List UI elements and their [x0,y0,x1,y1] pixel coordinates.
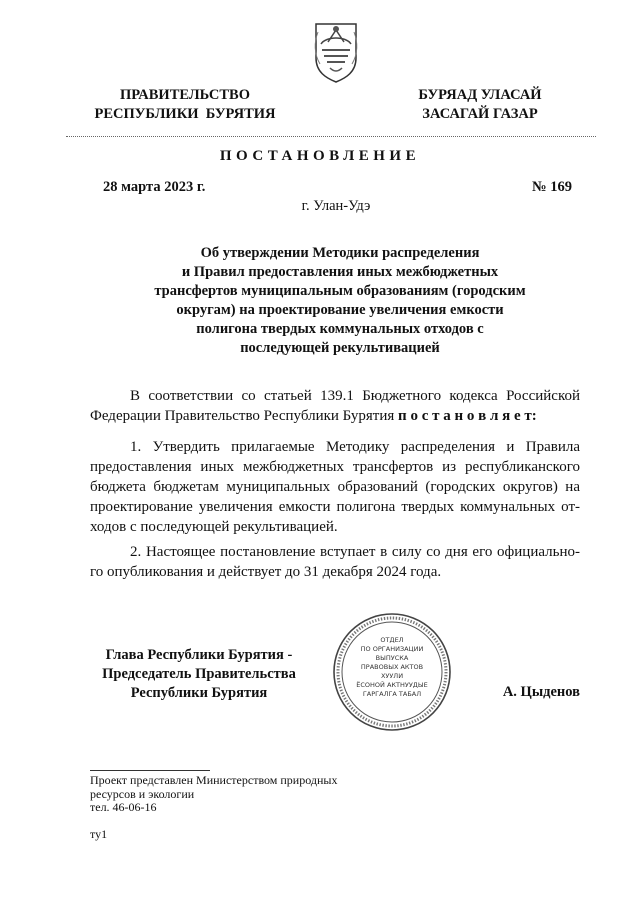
stamp-line: ХУУЛИ [380,672,404,680]
document-city: г. Улан-Удэ [301,198,371,214]
footer-line: ресурсов и экологии [90,786,195,801]
document-type: ПОСТАНОВЛЕНИЕ [219,148,421,164]
document-date: 28 марта 2023 г. [103,179,206,195]
item-1-paragraph: 1. Утвердить прилагаемые Методику распределения и Правила предоставления иных межбюджетных трансфертов из республиканского бюджета бюджетам муниципальных образований (городских округов) на проектирование увеличения емкости полигона твердых коммунальных от-ходов с последующей рекультивацией. [90,439,580,535]
footer-phone: тел. 46-06-16 [90,800,157,814]
stamp-line: ЁСОНОЙ АКТНУУДЫЕ [356,681,428,689]
header-left-line2: РЕСПУБЛИКИ БУРЯТИЯ [94,106,276,122]
signatory-name: А. Цыденов [502,684,580,700]
document-number: № 169 [532,179,572,195]
signatory-position [84,646,314,703]
stamp-line: ГАРГАЛГА ТАБАЛ [362,690,422,698]
title-line: Об утверждении Методики распределения [200,245,480,261]
preamble-paragraph [90,386,580,426]
footer-note [90,774,490,815]
title-line: последующей рекультивацией [240,340,440,356]
header-right [380,86,580,124]
footer-code: ту1 [90,827,108,841]
stamp-line: ОТДЕЛ [380,636,404,644]
title-line: и Правил предоставления иных межбюджетных [181,264,499,280]
position-line: Председатель Правительства [102,666,296,682]
footer-line: Проект представлен Министерством природных [90,773,338,787]
title-line: полигона твердых коммунальных отходов с [196,321,484,337]
stamp-line: ВЫПУСКА [375,654,409,662]
header-left [80,86,290,124]
stamp-text [352,636,432,699]
preamble-decree-word: п о с т а н о в л я е т: [398,408,537,424]
position-line: Республики Бурятия [130,685,268,701]
header-separator [66,136,596,137]
stamp-line: ПО ОРГАНИЗАЦИИ [360,645,424,653]
header-right-line2: ЗАСАГАЙ ГАЗАР [422,106,538,122]
title-line: округам) на проектирование увеличения емкости [176,302,504,318]
header-right-line1: БУРЯАД УЛАСАЙ [418,87,542,103]
preamble-text: В соответствии со статьей 139.1 Бюджетного кодекса Российской Федерации Правительство Республики Бурятия [90,388,580,424]
header-left-line1: ПРАВИТЕЛЬСТВО [120,87,250,103]
document-title [100,244,580,358]
item-2-paragraph: 2. Настоящее постановление вступает в силу со дня его официально-го опубликования и действует до 31 декабря 2024 года. [90,544,580,580]
title-line: трансфертов муниципальным образованиям (городским [154,283,526,299]
position-line: Глава Республики Бурятия - [105,647,293,663]
coat-of-arms-emblem [308,20,364,84]
stamp-line: ПРАВОВЫХ АКТОВ [360,663,424,671]
footnote-separator [90,770,210,771]
official-stamp [330,610,454,734]
